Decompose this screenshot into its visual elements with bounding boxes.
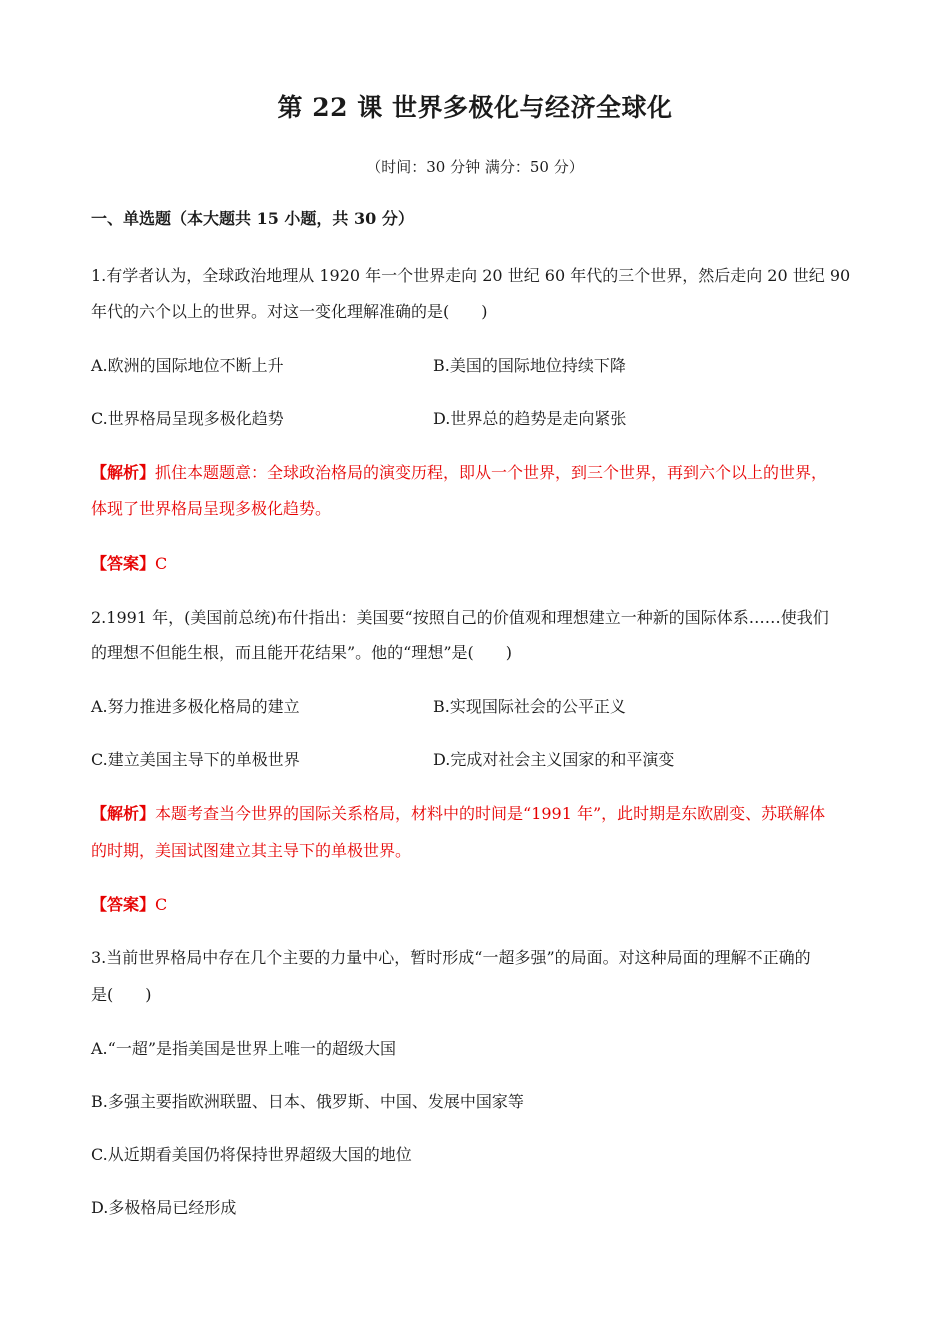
- q2-option-a: A.努力推进多极化格局的建立: [91, 697, 300, 716]
- q2-analysis-label: 【解析】: [91, 804, 156, 823]
- q2-option-d: D.完成对社会主义国家的和平演变: [433, 750, 675, 769]
- q2-stem-line1: 2.1991 年，(美国前总统)布什指出：美国要“按照自己的价值观和理想建立一种新的国际体系……使我们: [91, 608, 829, 627]
- q3-option-d: D.多极格局已经形成: [91, 1198, 237, 1217]
- q3-stem-line1: 3.当前世界格局中存在几个主要的力量中心，暂时形成“一超多强”的局面。对这种局面的理解不正确的: [91, 948, 811, 967]
- page-title: 第 22 课 世界多极化与经济全球化: [277, 93, 673, 122]
- q2-answer-label: 【答案】: [91, 895, 156, 914]
- q1-option-d: D.世界总的趋势是走向紧张: [433, 409, 627, 428]
- q1-answer: [91, 551, 871, 574]
- q1-analysis-text1: 抓住本题题意：全球政治格局的演变历程，即从一个世界，到三个世界，再到六个以上的世界，: [155, 463, 828, 482]
- q1-option-b: B.美国的国际地位持续下降: [433, 356, 626, 375]
- q3-option-b: B.多强主要指欧洲联盟、日本、俄罗斯、中国、发展中国家等: [91, 1092, 524, 1111]
- q1-option-c: C.世界格局呈现多极化趋势: [91, 409, 284, 428]
- q2-option-c: C.建立美国主导下的单极世界: [91, 750, 300, 769]
- section-heading: 一、单选题（本大题共 15 小题，共 30 分）: [91, 209, 414, 228]
- q1-answer-label: 【答案】: [91, 554, 156, 573]
- q1-stem-line2: 年代的六个以上的世界。对这一变化理解准确的是( ): [91, 302, 488, 321]
- q1-stem-line1: 1.有学者认为，全球政治地理从 1920 年一个世界走向 20 世纪 60 年代的三个世界，然后走向 20 世纪 90: [91, 266, 851, 285]
- q1-analysis-line2: 体现了世界格局呈现多极化趋势。: [91, 499, 332, 518]
- exam-info: （时间：30 分钟 满分：50 分）: [366, 158, 584, 176]
- q3-option-a: A.“一超”是指美国是世界上唯一的超级大国: [91, 1039, 397, 1058]
- q1-analysis-line1: [91, 460, 871, 483]
- q1-answer-value: C: [155, 554, 168, 573]
- q2-option-b: B.实现国际社会的公平正义: [433, 697, 626, 716]
- q2-answer: [91, 892, 871, 915]
- q2-analysis-line1: [91, 801, 871, 824]
- q2-answer-value: C: [155, 895, 168, 914]
- q2-stem-line2: 的理想不但能生根，而且能开花结果”。他的“理想”是( ): [91, 643, 513, 662]
- q3-stem-line2: 是( ): [91, 985, 152, 1004]
- q3-option-c: C.从近期看美国仍将保持世界超级大国的地位: [91, 1145, 412, 1164]
- q1-analysis-label: 【解析】: [91, 463, 156, 482]
- q2-analysis-text1: 本题考查当今世界的国际关系格局，材料中的时间是“1991 年”，此时期是东欧剧变、苏联解体: [155, 804, 826, 823]
- q1-option-a: A.欧洲的国际地位不断上升: [91, 356, 284, 375]
- q2-analysis-line2: 的时期，美国试图建立其主导下的单极世界。: [91, 841, 412, 860]
